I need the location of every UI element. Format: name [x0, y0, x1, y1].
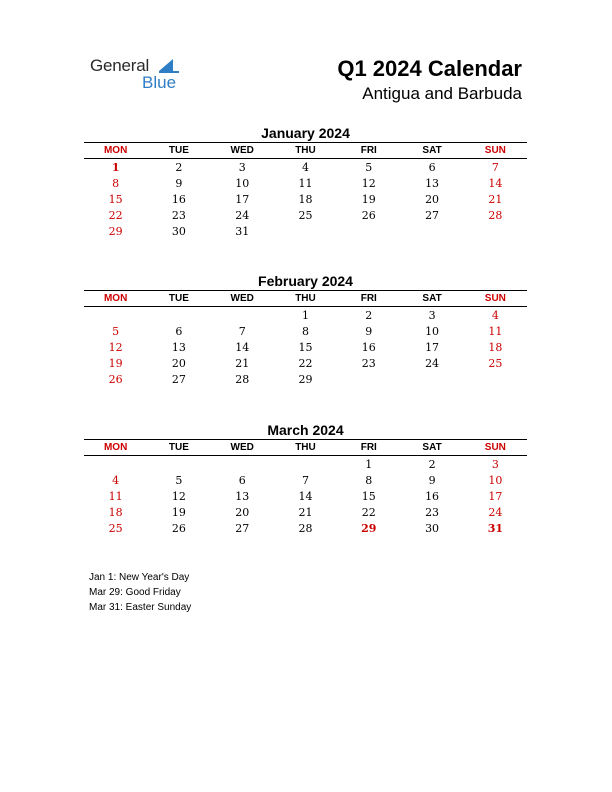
day-cell: 28 — [488, 209, 503, 222]
empty-day-cell — [211, 457, 274, 473]
holiday-day-cell: 1 — [111, 161, 120, 174]
day-cell: 24 — [425, 357, 440, 370]
day-cell: 10 — [425, 325, 440, 338]
logo-general-text: General — [90, 56, 150, 75]
day-cell: 3 — [491, 458, 499, 471]
day-cell: 5 — [112, 325, 120, 338]
day-cell: 18 — [298, 193, 313, 206]
day-grid — [84, 457, 527, 537]
day-cell: 25 — [108, 522, 123, 535]
day-cell: 22 — [108, 209, 123, 222]
day-cell: 18 — [488, 341, 503, 354]
day-cell: 14 — [298, 490, 313, 503]
weekday-label-tue: TUE — [168, 145, 189, 156]
day-cell: 25 — [488, 357, 503, 370]
day-cell: 14 — [488, 177, 503, 190]
day-cell: 2 — [428, 458, 436, 471]
weekday-label-sat: SAT — [422, 442, 442, 453]
day-cell: 9 — [175, 177, 183, 190]
day-cell: 14 — [235, 341, 250, 354]
day-cell: 16 — [425, 490, 440, 503]
logo — [90, 56, 200, 96]
month-march — [84, 421, 527, 537]
page-title: Q1 2024 Calendar — [337, 56, 522, 81]
day-cell: 13 — [171, 341, 186, 354]
day-cell: 29 — [108, 225, 123, 238]
day-cell: 17 — [235, 193, 250, 206]
day-cell: 23 — [361, 357, 376, 370]
day-cell: 15 — [361, 490, 376, 503]
weekday-label-fri: FRI — [360, 145, 377, 156]
day-cell: 20 — [425, 193, 440, 206]
day-cell: 11 — [488, 325, 503, 338]
day-cell: 21 — [235, 357, 250, 370]
day-cell: 16 — [171, 193, 186, 206]
day-cell: 24 — [235, 209, 250, 222]
day-cell: 23 — [425, 506, 440, 519]
day-cell: 19 — [108, 357, 123, 370]
empty-day-cell — [147, 308, 210, 324]
day-cell: 20 — [235, 506, 250, 519]
day-cell: 21 — [298, 506, 313, 519]
day-cell: 8 — [301, 325, 309, 338]
empty-day-cell — [274, 457, 337, 473]
day-cell: 27 — [235, 522, 250, 535]
weekday-header — [84, 290, 527, 307]
day-cell: 1 — [301, 309, 309, 322]
day-cell: 8 — [365, 474, 373, 487]
holiday-item: Jan 1: New Year's Day — [89, 572, 190, 583]
day-cell: 3 — [428, 309, 436, 322]
day-cell: 15 — [108, 193, 123, 206]
day-cell: 5 — [365, 161, 373, 174]
day-cell: 4 — [112, 474, 120, 487]
weekday-label-tue: TUE — [168, 442, 189, 453]
day-cell: 6 — [428, 161, 436, 174]
day-cell: 10 — [488, 474, 503, 487]
day-grid — [84, 160, 527, 240]
day-cell: 28 — [298, 522, 313, 535]
day-cell: 8 — [112, 177, 120, 190]
day-cell: 2 — [175, 161, 183, 174]
day-cell: 16 — [361, 341, 376, 354]
weekday-label-sun: SUN — [484, 293, 506, 304]
day-cell: 22 — [361, 506, 376, 519]
day-cell: 21 — [488, 193, 503, 206]
day-cell: 23 — [171, 209, 186, 222]
day-cell: 31 — [235, 225, 250, 238]
day-cell: 25 — [298, 209, 313, 222]
holiday-day-cell: 29 — [361, 522, 377, 535]
day-cell: 24 — [488, 506, 503, 519]
month-january — [84, 124, 527, 240]
day-cell: 11 — [298, 177, 313, 190]
day-cell: 13 — [425, 177, 440, 190]
day-cell: 5 — [175, 474, 183, 487]
weekday-header — [84, 142, 527, 159]
day-cell: 2 — [365, 309, 373, 322]
day-cell: 9 — [365, 325, 373, 338]
weekday-label-sat: SAT — [422, 293, 442, 304]
day-cell: 6 — [238, 474, 246, 487]
day-cell: 26 — [171, 522, 186, 535]
weekday-label-sat: SAT — [422, 145, 442, 156]
day-cell: 19 — [171, 506, 186, 519]
day-cell: 26 — [108, 373, 123, 386]
day-grid — [84, 308, 527, 388]
weekday-label-mon: MON — [103, 442, 128, 453]
holiday-list — [89, 570, 191, 615]
day-cell: 4 — [301, 161, 309, 174]
month-february — [84, 272, 527, 388]
day-cell: 22 — [298, 357, 313, 370]
weekday-label-wed: WED — [230, 145, 254, 156]
empty-day-cell — [84, 308, 147, 324]
day-cell: 27 — [425, 209, 440, 222]
day-cell: 30 — [425, 522, 440, 535]
empty-day-cell — [84, 457, 147, 473]
day-cell: 30 — [171, 225, 186, 238]
weekday-label-sun: SUN — [484, 442, 506, 453]
day-cell: 12 — [108, 341, 123, 354]
weekday-label-thu: THU — [295, 442, 316, 453]
weekday-label-wed: WED — [230, 293, 254, 304]
day-cell: 17 — [425, 341, 440, 354]
day-cell: 29 — [298, 373, 313, 386]
logo-blue-text: Blue — [142, 73, 177, 92]
weekday-header — [84, 439, 527, 456]
month-title: January 2024 — [261, 125, 350, 141]
day-cell: 17 — [488, 490, 503, 503]
day-cell: 18 — [108, 506, 123, 519]
day-cell: 13 — [235, 490, 250, 503]
weekday-label-fri: FRI — [360, 293, 377, 304]
weekday-label-tue: TUE — [168, 293, 189, 304]
empty-day-cell — [211, 308, 274, 324]
day-cell: 27 — [171, 373, 186, 386]
day-cell: 6 — [175, 325, 183, 338]
day-cell: 1 — [365, 458, 373, 471]
day-cell: 12 — [171, 490, 186, 503]
day-cell: 20 — [171, 357, 186, 370]
weekday-label-sun: SUN — [484, 145, 506, 156]
holiday-item: Mar 29: Good Friday — [89, 587, 181, 598]
day-cell: 7 — [238, 325, 246, 338]
day-cell: 10 — [235, 177, 250, 190]
page-subtitle: Antigua and Barbuda — [362, 84, 522, 103]
day-cell: 7 — [491, 161, 499, 174]
logo-triangle-icon — [159, 59, 173, 71]
holiday-day-cell: 31 — [487, 522, 503, 535]
day-cell: 28 — [235, 373, 250, 386]
weekday-label-wed: WED — [230, 442, 254, 453]
day-cell: 3 — [238, 161, 246, 174]
day-cell: 12 — [361, 177, 376, 190]
month-title: March 2024 — [267, 422, 344, 438]
weekday-label-thu: THU — [295, 293, 316, 304]
month-title: February 2024 — [258, 273, 353, 289]
day-cell: 9 — [428, 474, 436, 487]
weekday-label-fri: FRI — [360, 442, 377, 453]
holiday-item: Mar 31: Easter Sunday — [89, 602, 192, 613]
weekday-label-thu: THU — [295, 145, 316, 156]
weekday-label-mon: MON — [103, 145, 128, 156]
empty-day-cell — [147, 457, 210, 473]
day-cell: 19 — [361, 193, 376, 206]
weekday-label-mon: MON — [103, 293, 128, 304]
day-cell: 7 — [301, 474, 309, 487]
day-cell: 11 — [108, 490, 123, 503]
day-cell: 26 — [361, 209, 376, 222]
day-cell: 4 — [491, 309, 499, 322]
day-cell: 15 — [298, 341, 313, 354]
